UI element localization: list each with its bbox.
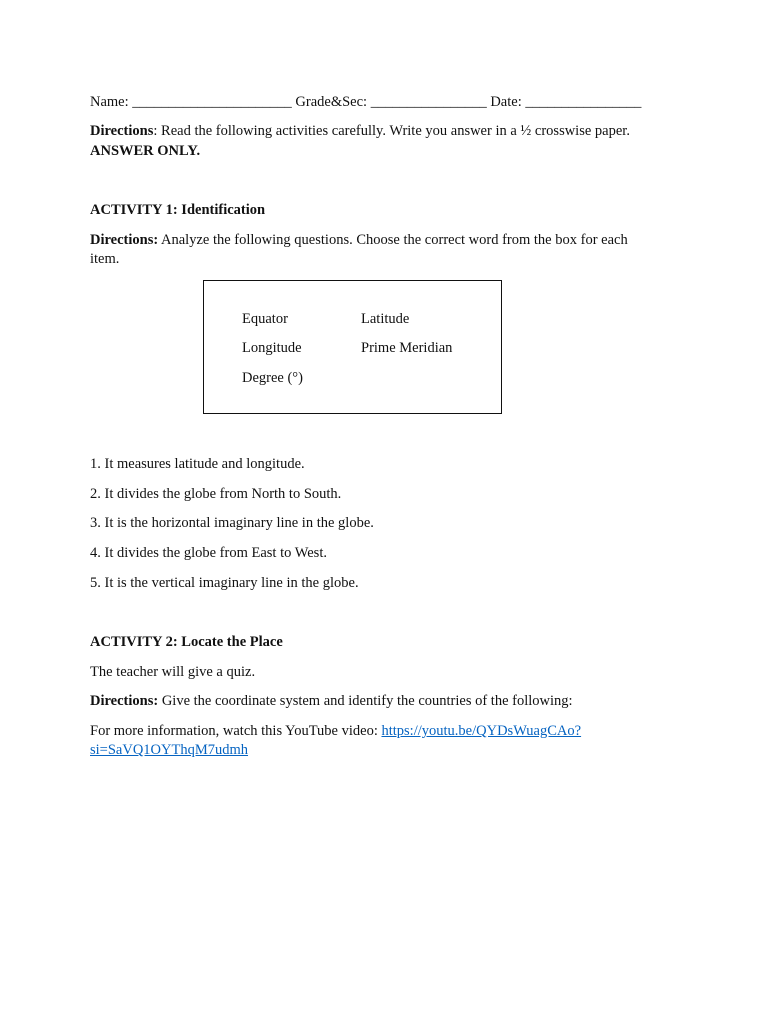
word-box-item: Degree (°) [242,370,303,386]
youtube-link[interactable]: https://youtu.be/QYDsWuagCAo? [381,723,582,739]
word-box-item: Equator [242,311,288,327]
date-label: Date: [490,94,522,110]
more-info-text: For more information, watch this YouTube video: [90,723,382,739]
activity1-directions-label: Directions: [90,232,159,248]
more-info-link-continued [90,741,248,760]
answer-only-text: ANSWER ONLY. [90,143,201,159]
activity1-title-text: ACTIVITY 1: Identification [90,202,266,218]
word-box-item: Longitude [242,340,302,356]
activity1-directions-text: Analyze the following questions. Choose the correct word from the box for each item. [90,232,628,267]
activity2-note: The teacher will give a quiz. [90,664,256,680]
general-directions-label: Directions [90,123,154,139]
activity1-item: 1. It measures latitude and longitude. [90,456,305,472]
date-blank: ________________ [525,94,642,110]
activity2-directions-label: Directions: [90,693,159,709]
activity1-title [90,201,265,220]
activity2-title-text: ACTIVITY 2: Locate the Place [90,634,283,650]
activity1-item: 2. It divides the globe from North to South. [90,486,342,502]
activity2-title [90,633,283,652]
answer-only-note [90,142,200,161]
activity1-item: 3. It is the horizontal imaginary line in the globe. [90,515,374,531]
more-info-line [90,722,581,741]
activity2-directions [90,692,573,711]
grade-label: Grade&Sec: [295,94,368,110]
general-directions [90,122,630,141]
word-box [203,280,502,414]
grade-blank: ________________ [370,94,487,110]
activity2-directions-text: Give the coordinate system and identify the countries of the following: [158,693,573,709]
activity1-item: 5. It is the vertical imaginary line in the globe. [90,575,359,591]
general-directions-text: : Read the following activities carefully. Write you answer in a ½ crosswise paper. [153,123,630,139]
activity1-directions [90,231,660,269]
header-fields [90,93,641,112]
youtube-link-continued[interactable]: si=SaVQ1OYThqM7udmh [90,742,249,758]
activity1-item: 4. It divides the globe from East to West. [90,545,327,561]
name-label: Name: [90,94,129,110]
word-box-item: Prime Meridian [361,340,453,356]
name-blank: ______________________ [132,94,292,110]
word-box-item: Latitude [361,311,410,327]
